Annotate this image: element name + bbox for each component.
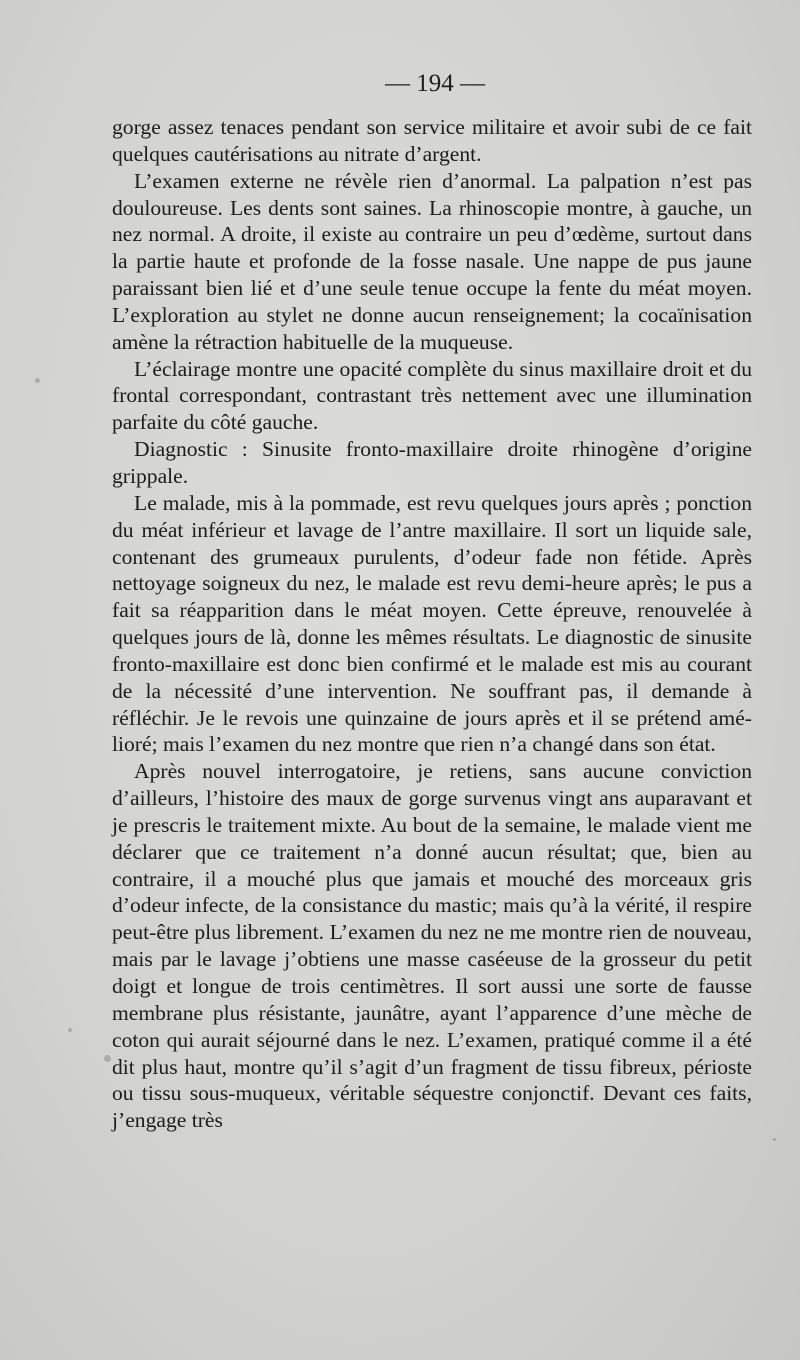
paragraph-interrogation: Après nouvel interrogatoire, je retiens, sans aucune conviction d’ailleurs, l’histoire des maux de gorge survenus vingt ans auparavant et je prescris le traitement mixte. Au bout de la semaine, le malade vient me déclarer que ce traitement n’a donné aucun résultat; que, bien au contraire, il a mouché plus que jamais et mouché des morceaux gris d’odeur infecte, de la consistance du mastic; mais qu’à la vérité, il respire peut-être plus librement. L’examen du nez ne me montre rien de nouveau, mais par le lavage j’obtiens une masse caséeuse de la grosseur du petit doigt et longue de trois centimètres. Il sort aussi une sorte de fausse membrane plus résistante, jaunâtre, ayant l’apparence d’une mèche de coton qui aurait séjourné dans le nez. L’examen, pratiqué comme il a été dit plus haut, montre qu’il s’agit d’un fragment de tissu fibreux, périoste ou tissu sous-muqueux, véritable séquestre conjonctif. Devant ces faits, j’engage très xyxy=(112,759,752,1133)
paragraph-treatment: Le malade, mis à la pommade, est revu quelques jours après ; ponction du méat inférieur et lavage de l’antre maxillaire. Il sort un liquide sale, contenant des grumeaux purulents, d’odeur fade non fétide. Après nettoyage soigneux du nez, le malade est revu demi-heure après; le pus a fait sa réapparition dans le méat moyen. Cette épreuve, renouvelée à quelques jours de là, donne les mêmes résultats. Le diagnostic de sinusite fronto-maxillaire est donc bien confirmé et le malade est mis au courant de la nécessité d’une intervention. Ne souffrant pas, il demande à réfléchir. Je le revois une quinzaine de jours après et il se prétend amélioré; mais l’examen du nez montre que rien n’a changé dans son état. xyxy=(112,490,752,757)
paper-speck xyxy=(35,378,40,383)
paragraph-continued: gorge assez tenaces pendant son service militaire et avoir subi de ce fait quelques cautérisations au nitrate d’argent. xyxy=(112,115,752,166)
paragraph-diagnosis: Diagnostic : Sinusite fronto-maxillaire droite rhinogène d’origine grippale. xyxy=(112,437,752,488)
paper-speck xyxy=(68,1028,72,1032)
paper-speck xyxy=(104,1055,111,1062)
paragraph-external-exam: L’examen externe ne révèle rien d’anormal. La palpation n’est pas douloureuse. Les dents sont saines. La rhinoscopie montre, à gauche, un nez normal. A droite, il existe au contraire un peu d’œdème, surtout dans la partie haute et profonde de la fosse nasale. Une nappe de pus jaune paraissant bien lié et d’une seule tenue occupe la fente du méat moyen. L’exploration au stylet ne donne aucun renseignement; la cocaïnisation amène la rétraction habituelle de la muqueuse. xyxy=(112,168,752,354)
paper-speck xyxy=(773,1138,776,1141)
page-number: — 194 — xyxy=(385,70,485,97)
paragraph-illumination: L’éclairage montre une opacité complète du sinus maxillaire droit et du frontal correspondant, contrastant très nettement avec une illumination parfaite du côté gauche. xyxy=(112,356,752,435)
body-text xyxy=(112,114,752,1134)
